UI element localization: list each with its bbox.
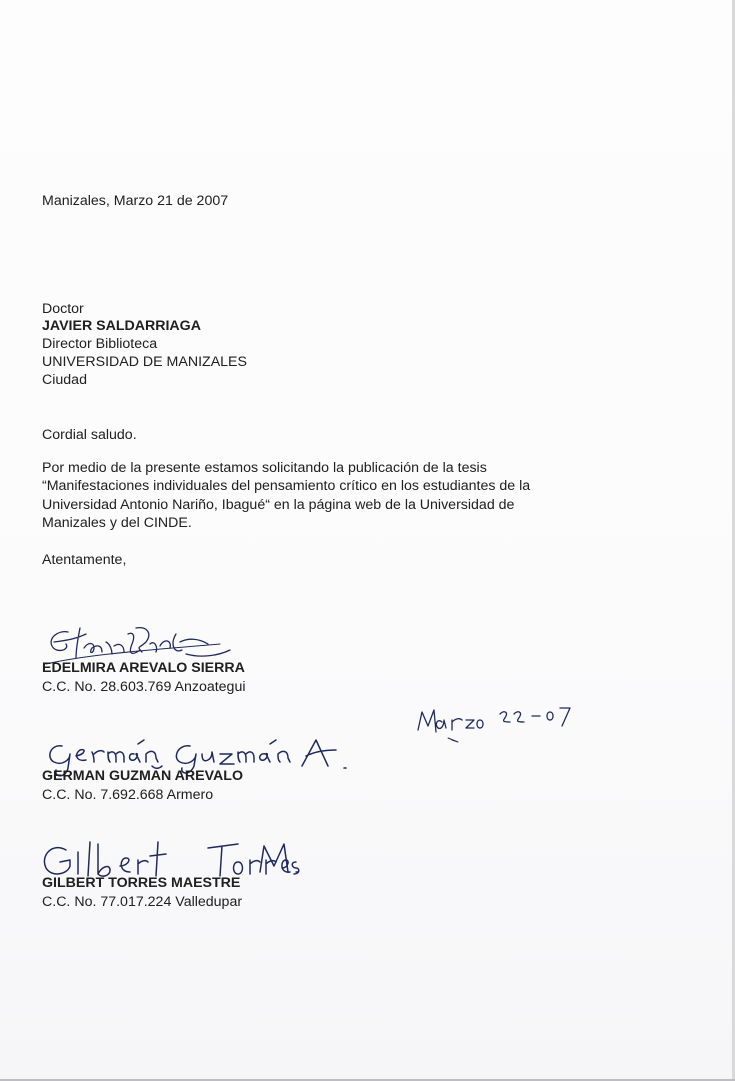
recipient-name: JAVIER SALDARRIAGA — [42, 318, 201, 334]
greeting: Cordial saludo. — [42, 427, 137, 443]
signatory-id: C.C. No. 77.017.224 Valledupar — [42, 894, 243, 910]
signatory-name: EDELMIRA AREVALO SIERRA — [42, 660, 245, 676]
place-date: Manizales, Marzo 21 de 2007 — [42, 193, 229, 209]
recipient-city: Ciudad — [42, 372, 87, 388]
signatory-id: C.C. No. 7.692.668 Armero — [42, 787, 214, 803]
body-line: Universidad Antonio Nariño, Ibagué“ en la página web de la Universidad de — [42, 496, 515, 513]
closing: Atentamente, — [42, 552, 127, 568]
recipient-title: Doctor — [42, 301, 84, 317]
body-line: “Manifestaciones individuales del pensamiento crítico en los estudiantes de la — [42, 478, 531, 495]
signatory-name: GILBERT TORRES MAESTRE — [42, 875, 241, 891]
letter-body — [42, 459, 596, 532]
handwritten-date-note — [412, 700, 582, 750]
signatory-id: C.C. No. 28.603.769 Anzoategui — [42, 679, 246, 695]
signatory-name: GERMAN GUZMAN AREVALO — [42, 768, 243, 784]
body-line: Manizales y del CINDE. — [42, 514, 192, 531]
recipient-position: Director Biblioteca — [42, 336, 158, 352]
recipient-institution: UNIVERSIDAD DE MANIZALES — [42, 354, 247, 370]
body-line: Por medio de la presente estamos solicitando la publicación de la tesis — [42, 460, 487, 476]
